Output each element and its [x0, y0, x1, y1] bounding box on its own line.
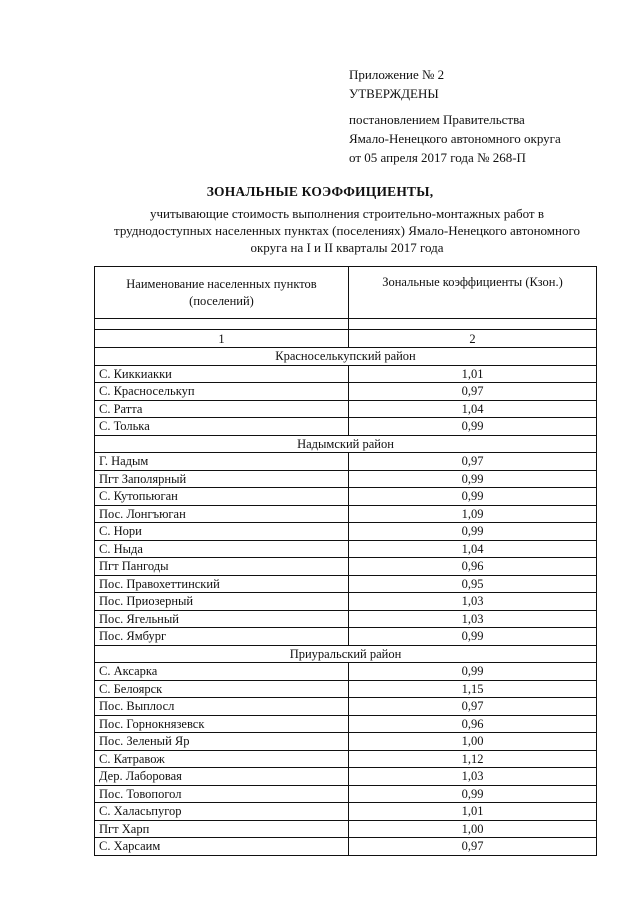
approved-label: УТВЕРЖДЕНЫ: [349, 86, 439, 101]
coefficients-table: [94, 266, 597, 856]
column-header-name: Наименование населенных пунктов (поселений): [95, 267, 349, 319]
settlement-name: Пос. Горнокнязевск: [95, 715, 349, 733]
settlement-name: С. Халасьпугор: [95, 803, 349, 821]
table-spacer-row: [95, 319, 597, 330]
table-row: [95, 470, 597, 488]
table-row: [95, 365, 597, 383]
coefficient-value: 0,99: [349, 418, 597, 436]
settlement-name: Пгт Пангоды: [95, 558, 349, 576]
settlement-name: Пос. Правохеттинский: [95, 575, 349, 593]
district-name: Надымский район: [95, 435, 597, 453]
coefficient-value: 1,01: [349, 803, 597, 821]
approval-by-line: постановлением Правительства: [349, 112, 525, 127]
settlement-name: Дер. Лаборовая: [95, 768, 349, 786]
column-number-2: 2: [349, 330, 597, 348]
table-row: [95, 750, 597, 768]
table-row: [95, 733, 597, 751]
settlement-name: С. Ратта: [95, 400, 349, 418]
subtitle-line: учитывающие стоимость выполнения строительно-монтажных работ в: [150, 206, 544, 221]
table-row: [95, 593, 597, 611]
settlement-name: Пос. Товопогол: [95, 785, 349, 803]
settlement-name: Пос. Лонгъюган: [95, 505, 349, 523]
table-row: [95, 418, 597, 436]
coefficient-value: 0,99: [349, 470, 597, 488]
table-row: [95, 523, 597, 541]
table-row: [95, 628, 597, 646]
spacer-cell: [349, 319, 597, 330]
table-row: [95, 540, 597, 558]
coefficient-value: 1,03: [349, 593, 597, 611]
table-row: [95, 488, 597, 506]
settlement-name: С. Катравож: [95, 750, 349, 768]
coefficient-value: 1,12: [349, 750, 597, 768]
settlement-name: С. Толька: [95, 418, 349, 436]
settlement-name: Г. Надым: [95, 453, 349, 471]
settlement-name: С. Белоярск: [95, 680, 349, 698]
column-number-1: 1: [95, 330, 349, 348]
column-header-coefficient: Зональные коэффициенты (Кзон.): [349, 267, 597, 319]
settlement-name: С. Харсаим: [95, 838, 349, 856]
coefficient-value: 0,96: [349, 715, 597, 733]
settlement-name: С. Нори: [95, 523, 349, 541]
district-name: Приуральский район: [95, 645, 597, 663]
coefficient-value: 1,01: [349, 365, 597, 383]
table-row: [95, 715, 597, 733]
table-header-row: [95, 267, 597, 319]
coefficient-value: 0,97: [349, 383, 597, 401]
table-row: [95, 698, 597, 716]
district-header-row: [95, 348, 597, 366]
settlement-name: Пос. Ягельный: [95, 610, 349, 628]
table-row: [95, 575, 597, 593]
appendix-label: Приложение № 2: [349, 67, 445, 82]
settlement-name: Пос. Ямбург: [95, 628, 349, 646]
coefficient-value: 0,96: [349, 558, 597, 576]
spacer-cell: [95, 319, 349, 330]
settlement-name: Пгт Заполярный: [95, 470, 349, 488]
subtitle-line: округа на I и II кварталы 2017 года: [250, 240, 444, 255]
document-subtitle: [97, 205, 597, 256]
approval-date-line: от 05 апреля 2017 года № 268-П: [349, 150, 526, 165]
settlement-name: С. Ныда: [95, 540, 349, 558]
coefficient-value: 1,00: [349, 733, 597, 751]
subtitle-line: труднодоступных населенных пунктах (поселениях) Ямало-Ненецкого автономного: [114, 223, 580, 238]
settlement-name: С. Красноселькуп: [95, 383, 349, 401]
coefficient-value: 0,99: [349, 488, 597, 506]
coefficient-value: 0,95: [349, 575, 597, 593]
settlement-name: С. Аксарка: [95, 663, 349, 681]
table-row: [95, 803, 597, 821]
coefficient-value: 1,09: [349, 505, 597, 523]
coefficient-value: 0,99: [349, 523, 597, 541]
settlement-name: С. Киккиакки: [95, 365, 349, 383]
coefficient-value: 1,04: [349, 540, 597, 558]
table-row: [95, 680, 597, 698]
table-row: [95, 610, 597, 628]
table-row: [95, 453, 597, 471]
coefficient-value: 1,15: [349, 680, 597, 698]
approval-block: [349, 65, 561, 167]
table-row: [95, 400, 597, 418]
table-row: [95, 820, 597, 838]
coefficient-value: 0,97: [349, 453, 597, 471]
approval-region-line: Ямало-Ненецкого автономного округа: [349, 131, 561, 146]
settlement-name: С. Кутопьюган: [95, 488, 349, 506]
table-row: [95, 383, 597, 401]
settlement-name: Пос. Зеленый Яр: [95, 733, 349, 751]
coefficient-value: 0,99: [349, 663, 597, 681]
coefficient-value: 0,97: [349, 698, 597, 716]
spacer: [349, 103, 561, 110]
coefficient-value: 1,03: [349, 610, 597, 628]
coefficient-value: 1,04: [349, 400, 597, 418]
coefficient-value: 0,97: [349, 838, 597, 856]
table-row: [95, 785, 597, 803]
column-number-row: [95, 330, 597, 348]
settlement-name: Пос. Приозерный: [95, 593, 349, 611]
coefficient-value: 1,00: [349, 820, 597, 838]
settlement-name: Пгт Харп: [95, 820, 349, 838]
document-title: ЗОНАЛЬНЫЕ КОЭФФИЦИЕНТЫ,: [206, 184, 434, 199]
table-row: [95, 838, 597, 856]
district-name: Красноселькупский район: [95, 348, 597, 366]
table-row: [95, 663, 597, 681]
table-row: [95, 558, 597, 576]
coefficient-value: 0,99: [349, 628, 597, 646]
settlement-name: Пос. Выплосл: [95, 698, 349, 716]
coefficient-value: 0,99: [349, 785, 597, 803]
district-header-row: [95, 435, 597, 453]
coefficient-value: 1,03: [349, 768, 597, 786]
district-header-row: [95, 645, 597, 663]
table-row: [95, 768, 597, 786]
table-row: [95, 505, 597, 523]
